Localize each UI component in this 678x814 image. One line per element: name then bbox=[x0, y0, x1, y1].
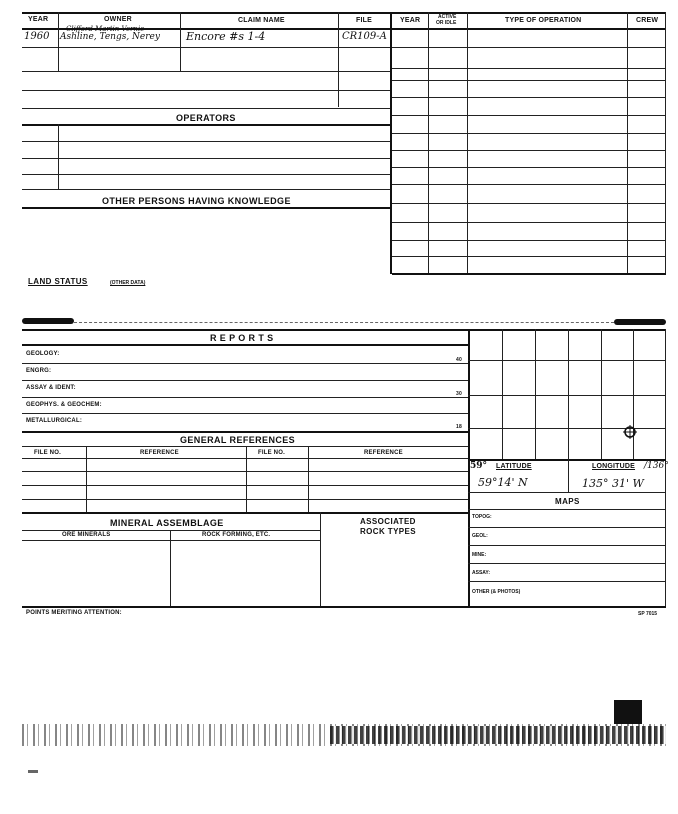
header-year-2: YEAR bbox=[400, 17, 421, 24]
general-ref-line bbox=[22, 499, 468, 500]
right-border bbox=[665, 12, 666, 274]
maps-line bbox=[468, 581, 666, 582]
mineral-col bbox=[170, 530, 171, 606]
row-line bbox=[22, 71, 390, 72]
col-sep bbox=[627, 12, 628, 274]
general-references-title: GENERAL REFERENCES bbox=[180, 435, 296, 445]
entry-file: CR109-A bbox=[342, 31, 387, 42]
reports-header-line bbox=[22, 344, 468, 346]
mineral-col bbox=[320, 512, 321, 606]
right-row-line bbox=[392, 80, 666, 81]
longitude-label: LONGITUDE bbox=[592, 463, 636, 470]
col-sep bbox=[180, 12, 181, 72]
right-row-line bbox=[392, 240, 666, 241]
other-persons-line bbox=[22, 207, 390, 209]
grid-col bbox=[502, 329, 503, 459]
maps-assay: ASSAY: bbox=[472, 570, 491, 576]
rock-types-label: ROCK TYPES bbox=[360, 527, 417, 536]
right-row-line bbox=[392, 68, 666, 69]
col-sep bbox=[58, 12, 59, 72]
scan-block bbox=[614, 700, 642, 724]
right-row-line bbox=[392, 150, 666, 151]
report-num-30: 30 bbox=[456, 391, 462, 397]
report-assay: ASSAY & IDENT: bbox=[26, 385, 76, 391]
grid-col bbox=[535, 329, 536, 459]
grid-line bbox=[468, 360, 666, 361]
operators-top-line bbox=[22, 124, 390, 126]
entry-owner-line2: Ashline, Tengs, Nerey bbox=[60, 32, 160, 42]
right-row-line bbox=[392, 203, 666, 204]
report-num-40: 40 bbox=[456, 357, 462, 363]
lon-suffix: /136° bbox=[644, 461, 669, 471]
right-row-line bbox=[392, 222, 666, 223]
right-row-line bbox=[392, 167, 666, 168]
right-row-line bbox=[392, 97, 666, 98]
other-persons-title: OTHER PERSONS HAVING KNOWLEDGE bbox=[102, 196, 291, 206]
mineral-line bbox=[22, 530, 320, 531]
reports-top-line bbox=[22, 329, 666, 331]
operators-col-sep bbox=[58, 124, 59, 190]
gr-reference-1: REFERENCE bbox=[140, 450, 179, 456]
reports-upper-border bbox=[74, 322, 614, 323]
operators-row bbox=[22, 141, 390, 142]
latlon-sep bbox=[568, 459, 569, 492]
grid-col bbox=[568, 329, 569, 459]
longitude-value: 135° 31' W bbox=[582, 477, 644, 490]
row-line bbox=[22, 90, 390, 91]
report-row bbox=[22, 413, 468, 414]
mineral-line bbox=[22, 540, 320, 541]
header-year: YEAR bbox=[28, 16, 49, 23]
grid-line bbox=[468, 395, 666, 396]
lat-prefix: 59° bbox=[470, 461, 488, 471]
grid-bottom-line bbox=[468, 459, 666, 461]
gr-file-no-2: FILE NO. bbox=[258, 450, 285, 456]
report-row bbox=[22, 363, 468, 364]
rock-forming-label: ROCK FORMING, ETC. bbox=[202, 532, 271, 538]
top-border bbox=[22, 12, 666, 14]
row-line bbox=[22, 108, 390, 109]
operators-row bbox=[22, 158, 390, 159]
associated-label: ASSOCIATED bbox=[360, 517, 416, 526]
gr-reference-2: REFERENCE bbox=[364, 450, 403, 456]
entry-claim-name: Encore #s 1-4 bbox=[186, 30, 266, 43]
operators-title: OPERATORS bbox=[176, 113, 236, 123]
right-row-line bbox=[392, 184, 666, 185]
report-num-18: 18 bbox=[456, 424, 462, 430]
maps-line bbox=[468, 545, 666, 546]
general-ref-line bbox=[22, 471, 468, 472]
ore-minerals-label: ORE MINERALS bbox=[62, 532, 111, 538]
maps-line bbox=[468, 527, 666, 528]
report-metallurgical: METALLURGICAL: bbox=[26, 418, 83, 424]
right-row-line bbox=[392, 256, 666, 257]
header-crew: CREW bbox=[636, 17, 659, 24]
general-ref-line bbox=[22, 485, 468, 486]
report-geophys: GEOPHYS. & GEOCHEM: bbox=[26, 402, 102, 408]
latlon-line bbox=[468, 492, 666, 493]
land-status-title: LAND STATUS bbox=[28, 277, 88, 286]
general-ref-line bbox=[22, 446, 468, 447]
right-bottom-line bbox=[392, 273, 666, 275]
report-engrg: ENGRG: bbox=[26, 368, 52, 374]
header-claim-name: CLAIM NAME bbox=[238, 17, 285, 24]
maps-topog: TOPOG: bbox=[472, 514, 492, 520]
col-sep bbox=[338, 12, 339, 107]
right-row-line bbox=[392, 47, 666, 48]
maps-other: OTHER (& PHOTOS) bbox=[472, 589, 521, 595]
general-ref-line bbox=[22, 458, 468, 459]
maps-mine: MINE: bbox=[472, 552, 487, 558]
reports-bottom-line bbox=[22, 606, 666, 608]
scan-blob-right bbox=[614, 319, 666, 325]
col-sep bbox=[428, 12, 429, 274]
scan-speck bbox=[28, 770, 38, 773]
maps-geol: GEOL: bbox=[472, 533, 488, 539]
report-geology: GEOLOGY: bbox=[26, 351, 60, 357]
maps-line bbox=[468, 563, 666, 564]
col-sep-main bbox=[390, 12, 392, 274]
operators-row bbox=[22, 189, 390, 190]
general-ref-end bbox=[22, 512, 468, 514]
header-file: FILE bbox=[356, 17, 372, 24]
points-meriting-attention: POINTS MERITING ATTENTION: bbox=[26, 610, 122, 616]
maps-line bbox=[468, 509, 666, 510]
land-status-sub: (OTHER DATA) bbox=[110, 280, 146, 286]
header-active: ACTIVE bbox=[438, 14, 457, 20]
general-ref-col bbox=[246, 446, 247, 512]
location-marker-icon bbox=[622, 424, 638, 440]
scan-noise-dark bbox=[330, 726, 666, 744]
latitude-value: 59°14' N bbox=[478, 476, 528, 489]
header-type-of-operation: TYPE OF OPERATION bbox=[505, 17, 582, 24]
entry-owner-line1: Clifford Martin Vernie bbox=[66, 25, 145, 33]
header-owner: OWNER bbox=[104, 16, 132, 23]
right-row-line bbox=[392, 133, 666, 134]
right-row-line bbox=[392, 115, 666, 116]
header-or-idle: OR IDLE bbox=[436, 20, 457, 26]
general-ref-col bbox=[86, 446, 87, 512]
form-number: SP 7015 bbox=[638, 611, 658, 617]
report-row bbox=[22, 380, 468, 381]
report-row bbox=[22, 397, 468, 398]
grid-col bbox=[601, 329, 602, 459]
maps-title: MAPS bbox=[555, 497, 580, 506]
scan-blob-left bbox=[22, 318, 74, 324]
gr-file-no-1: FILE NO. bbox=[34, 450, 61, 456]
mineral-assemblage-title: MINERAL ASSEMBLAGE bbox=[110, 518, 224, 528]
reports-title: R E P O R T S bbox=[210, 333, 274, 343]
general-ref-col bbox=[308, 446, 309, 512]
row-line bbox=[22, 47, 390, 48]
operators-row bbox=[22, 174, 390, 175]
report-row-end bbox=[22, 431, 468, 433]
entry-year: 1960 bbox=[24, 31, 50, 42]
latitude-label: LATITUDE bbox=[496, 463, 532, 470]
col-sep bbox=[467, 12, 468, 274]
